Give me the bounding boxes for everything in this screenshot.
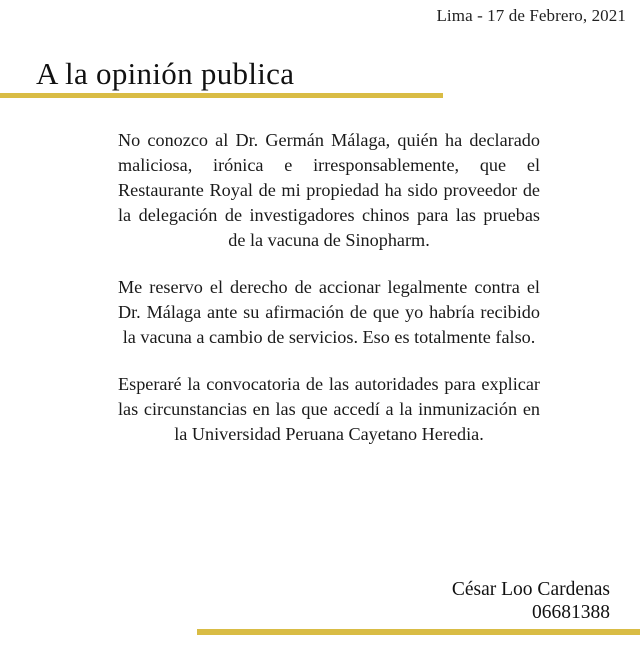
signature-name: César Loo Cardenas [451,579,610,600]
letter-body [118,128,540,469]
paragraph-1: No conozco al Dr. Germán Málaga, quién ha declarado maliciosa, irónica e irresponsablemente, que el Restaurante Royal de mi propiedad ha sido proveedor de la delegación de investigadores chinos para las pruebas de la vacuna de Sinopharm. [118,130,540,250]
footer-divider [197,629,640,635]
paragraph-3: Esperaré la convocatoria de las autoridades para explicar las circunstancias en las que accedí a la inmunización en la Universidad Peruana Cayetano Heredia. [118,374,540,444]
signature-block [452,578,610,624]
page-title: A la opinión publica [36,56,295,91]
signature-id-number: 06681388 [532,602,610,623]
title-underline-divider [0,93,443,98]
date-line: Lima - 17 de Febrero, 2021 [436,6,626,25]
paragraph-2: Me reservo el derecho de accionar legalmente contra el Dr. Málaga ante su afirmación de que yo habría recibido la vacuna a cambio de servicios. Eso es totalmente falso. [118,277,540,347]
